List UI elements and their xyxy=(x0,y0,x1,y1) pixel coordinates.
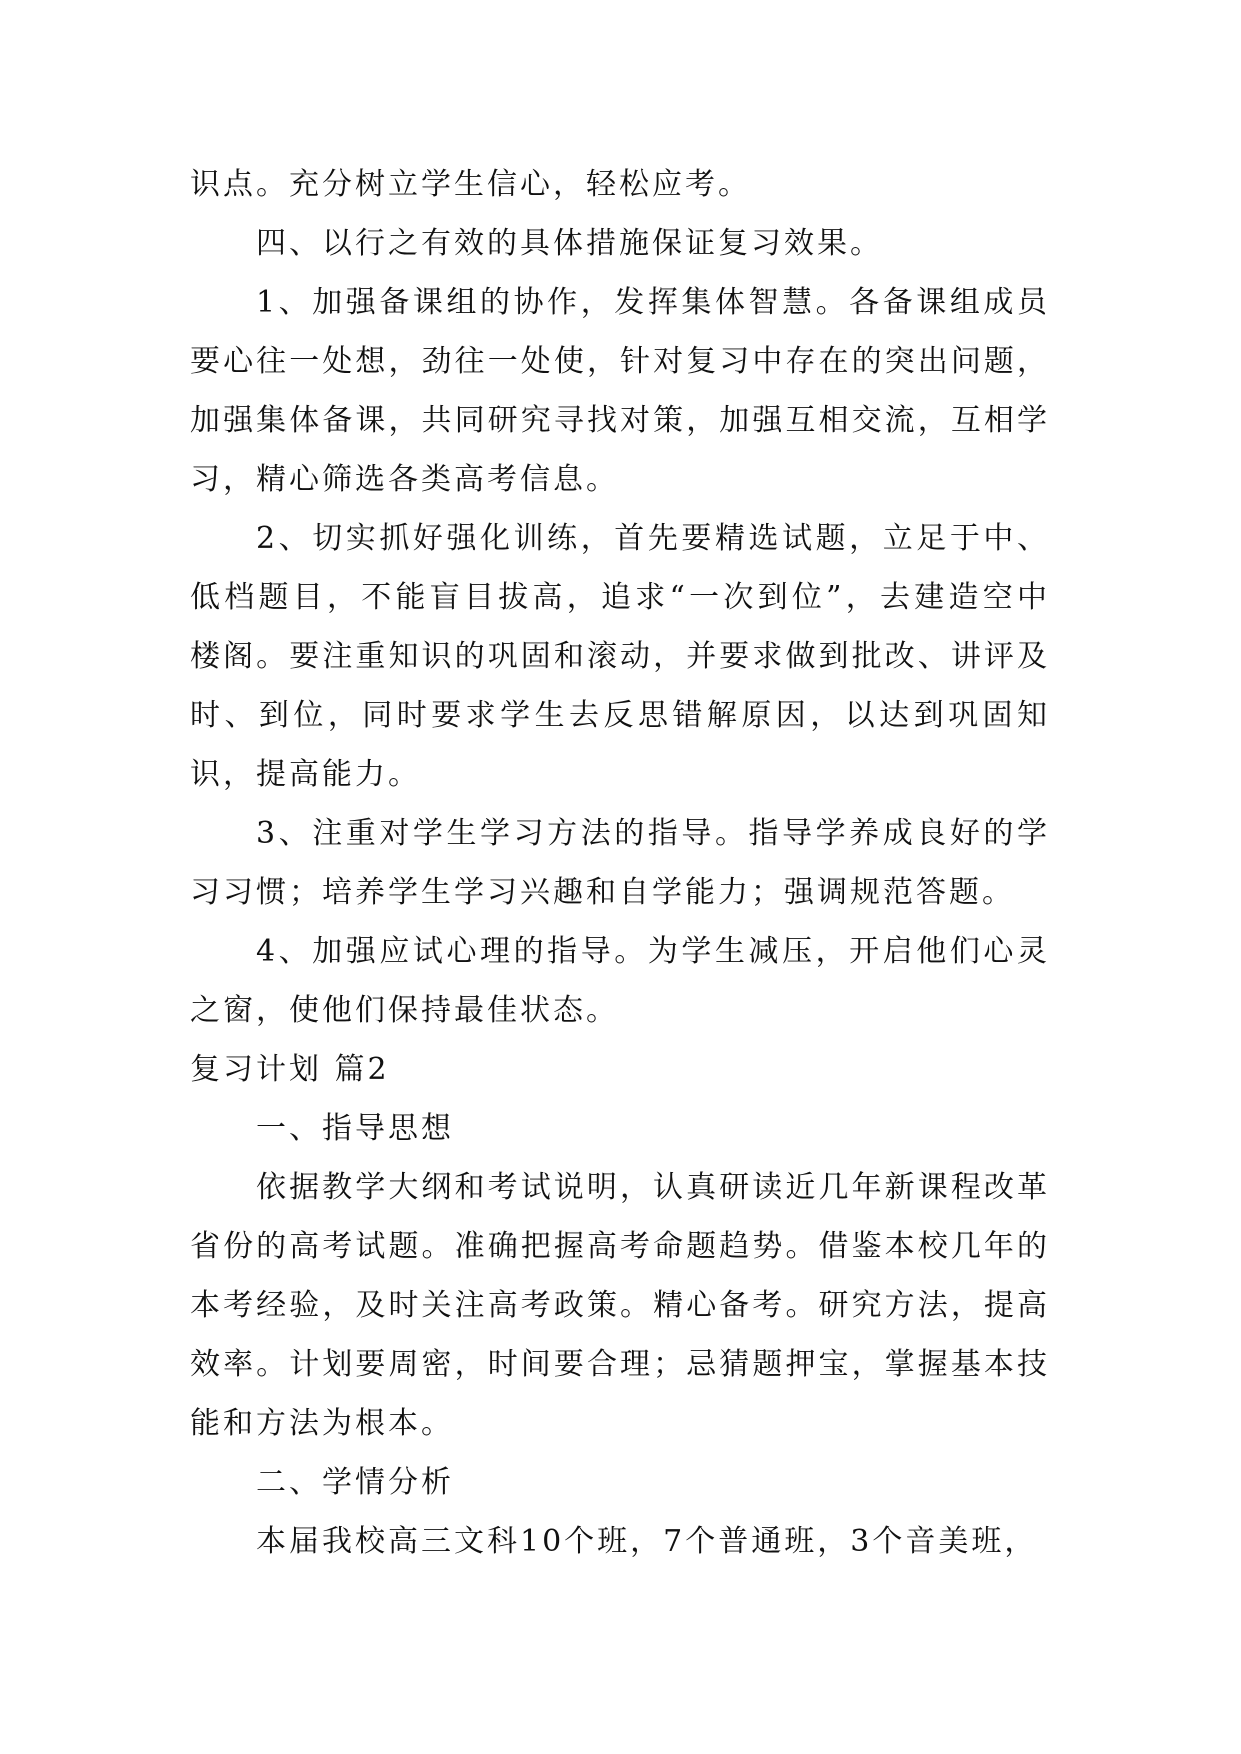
section-heading-guiding-thought: 一、指导思想 xyxy=(256,1111,454,1146)
paragraph-item-4: 4、加强应试心理的指导。为学生减压，开启他们心灵之窗，使他们保持最佳状态。 xyxy=(190,934,1050,1028)
paragraph-analysis: 本届我校高三文科10个班，7个普通班，3个音美班， xyxy=(256,1524,1038,1559)
section-heading-analysis: 二、学情分析 xyxy=(256,1465,454,1500)
paragraph-item-3: 3、注重对学生学习方法的指导。指导学养成良好的学习习惯；培养学生学习兴趣和自学能力；强调规范答题。 xyxy=(190,816,1050,910)
paragraph-continuation: 识点。充分树立学生信心，轻松应考。 xyxy=(190,167,751,202)
article-title: 复习计划 篇2 xyxy=(190,1052,390,1087)
section-heading-measures: 四、以行之有效的具体措施保证复习效果。 xyxy=(256,226,883,261)
paragraph-item-1: 1、加强备课组的协作，发挥集体智慧。各备课组成员要心往一处想，劲往一处使，针对复习中存在的突出问题，加强集体备课，共同研究寻找对策，加强互相交流，互相学习，精心筛选各类高考信息。 xyxy=(190,285,1050,497)
paragraph-guiding-thought: 依据教学大纲和考试说明，认真研读近几年新课程改革省份的高考试题。准确把握高考命题趋势。借鉴本校几年的本考经验，及时关注高考政策。精心备考。研究方法，提高效率。计划要周密，时间要合理；忌猜题押宝，掌握基本技能和方法为根本。 xyxy=(190,1170,1050,1441)
paragraph-item-2: 2、切实抓好强化训练，首先要精选试题，立足于中、低档题目，不能盲目拔高，追求“一次到位”，去建造空中楼阁。要注重知识的巩固和滚动，并要求做到批改、讲评及时、到位，同时要求学生去反思错解原因，以达到巩固知识，提高能力。 xyxy=(190,521,1050,792)
document-body xyxy=(190,155,1050,1571)
